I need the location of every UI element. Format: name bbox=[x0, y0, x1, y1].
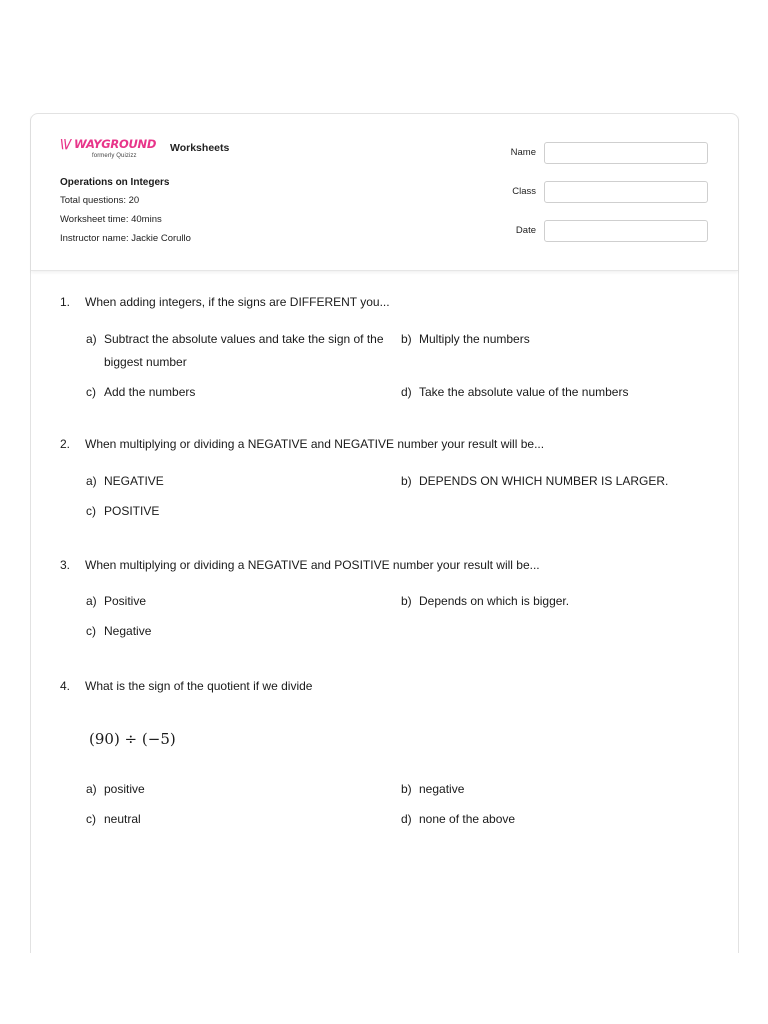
option-text: Subtract the absolute values and take the sign of the biggest number bbox=[104, 332, 384, 369]
logo-wordmark: WAYGROUND bbox=[74, 137, 157, 151]
question-text: When multiplying or dividing a NEGATIVE and NEGATIVE number your result will be... bbox=[85, 437, 545, 451]
logo-mark-icon: \\/ bbox=[60, 137, 71, 151]
worksheet-page bbox=[30, 113, 739, 953]
option-text: DEPENDS ON WHICH NUMBER IS LARGER. bbox=[419, 474, 669, 488]
option-letter: b) bbox=[401, 782, 412, 796]
option-text: negative bbox=[419, 782, 465, 796]
class-field[interactable] bbox=[544, 181, 708, 203]
question-number: 1. bbox=[60, 295, 71, 309]
worksheet-header bbox=[31, 114, 738, 271]
option-text: Depends on which is bigger. bbox=[419, 594, 570, 608]
question-number: 2. bbox=[60, 437, 71, 451]
total-questions: Total questions: 20 bbox=[60, 195, 140, 206]
date-label: Date bbox=[515, 225, 536, 236]
option-letter: b) bbox=[401, 594, 412, 608]
option-letter: c) bbox=[86, 624, 96, 638]
option-text: Positive bbox=[104, 594, 147, 608]
option-letter: a) bbox=[86, 332, 97, 346]
option-letter: c) bbox=[86, 504, 96, 518]
option-letter: a) bbox=[86, 474, 97, 488]
option-text: Negative bbox=[104, 624, 152, 638]
question-text: What is the sign of the quotient if we divide bbox=[85, 679, 313, 693]
option-text: NEGATIVE bbox=[104, 474, 164, 488]
date-field[interactable] bbox=[544, 220, 708, 242]
worksheet-title: Operations on Integers bbox=[60, 177, 170, 188]
option-text: Add the numbers bbox=[104, 385, 196, 399]
math-expression: (90) ÷ (−5) bbox=[89, 730, 176, 748]
option-text: Multiply the numbers bbox=[419, 332, 530, 346]
option-letter: d) bbox=[401, 385, 412, 399]
question-text: When adding integers, if the signs are DIFFERENT you... bbox=[85, 295, 390, 309]
option-text: Take the absolute value of the numbers bbox=[419, 385, 629, 399]
option-letter: b) bbox=[401, 332, 412, 346]
name-label: Name bbox=[510, 147, 536, 158]
option-text: none of the above bbox=[419, 812, 516, 826]
name-field[interactable] bbox=[544, 142, 708, 164]
option-letter: c) bbox=[86, 812, 96, 826]
section-label: Worksheets bbox=[170, 142, 230, 154]
option-letter: c) bbox=[86, 385, 96, 399]
option-letter: a) bbox=[86, 594, 97, 608]
option-letter: b) bbox=[401, 474, 412, 488]
option-letter: a) bbox=[86, 782, 97, 796]
option-letter: d) bbox=[401, 812, 412, 826]
instructor-name: Instructor name: Jackie Corullo bbox=[60, 233, 191, 244]
worksheet-time: Worksheet time: 40mins bbox=[60, 214, 162, 225]
option-text: neutral bbox=[104, 812, 141, 826]
wayground-logo bbox=[60, 137, 160, 165]
question-number: 3. bbox=[60, 558, 71, 572]
option-text: POSITIVE bbox=[104, 504, 160, 518]
option-text: positive bbox=[104, 782, 145, 796]
question-text: When multiplying or dividing a NEGATIVE and POSITIVE number your result will be... bbox=[85, 558, 540, 572]
logo-subtitle: formerly Quizizz bbox=[92, 153, 137, 159]
class-label: Class bbox=[512, 186, 536, 197]
question-number: 4. bbox=[60, 679, 71, 693]
